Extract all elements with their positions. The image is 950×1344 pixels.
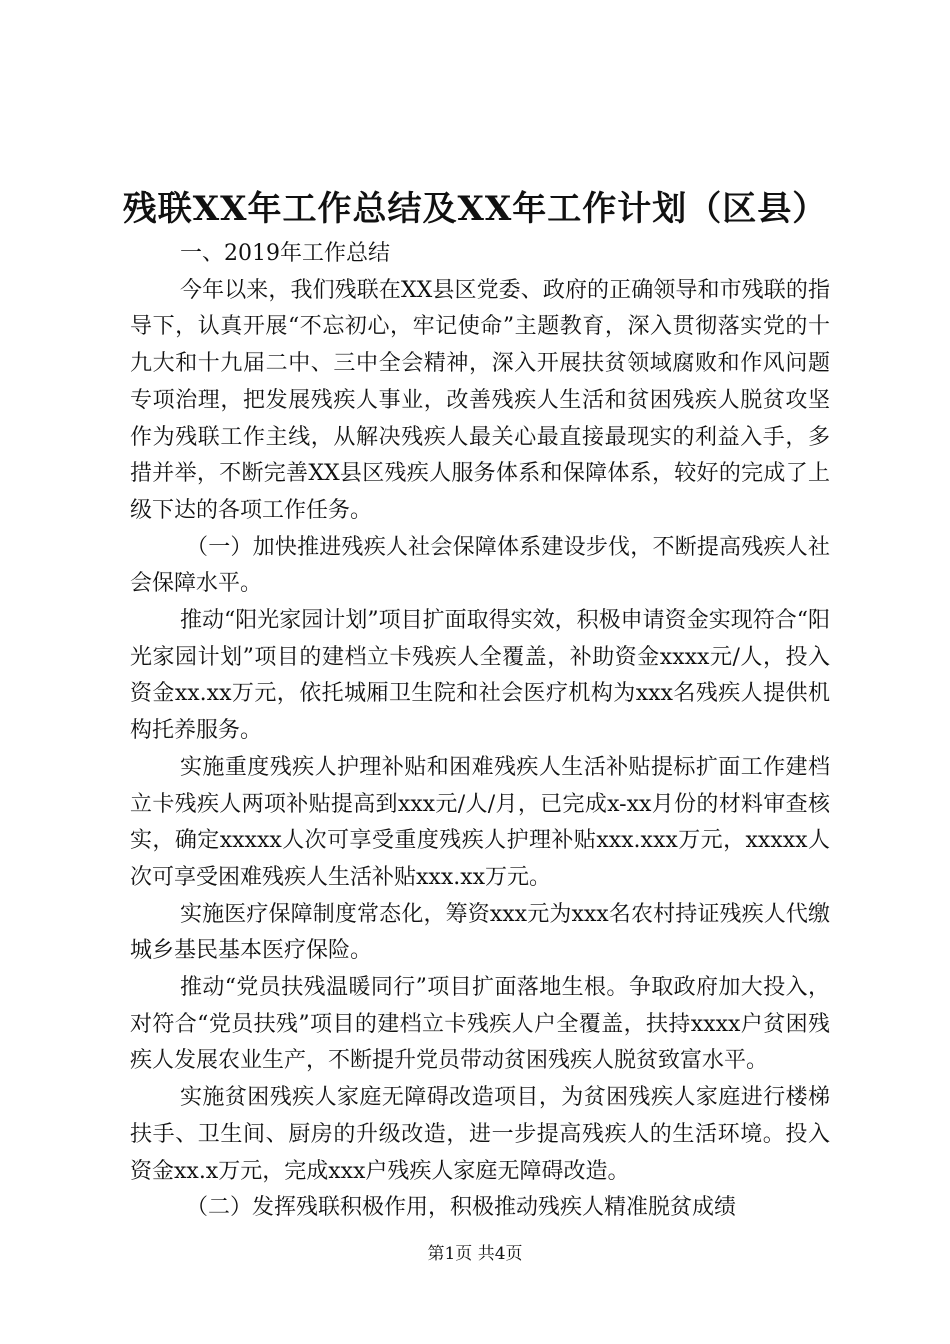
paragraph: 实施重度残疾人护理补贴和困难残疾人生活补贴提标扩面工作建档立卡残疾人两项补贴提高到xxx元/人/月，已完成x-xx月份的材料审查核实，确定xxxxx人次可享受重度残疾人护理补贴xxx.xxx万元，xxxxx人次可享受困难残疾人生活补贴xxx.xx万元。	[130, 754, 830, 890]
subsection-heading: （二）发挥残联积极作用，积极推动残疾人精准脱贫成绩	[186, 1195, 737, 1221]
page-footer: 第1页 共4页	[427, 1244, 523, 1264]
document-body	[130, 236, 830, 1227]
paragraph: 推动“党员扶残温暖同行”项目扩面落地生根。争取政府加大投入，对符合“党员扶残”项目的建档立卡残疾人户全覆盖，扶持xxxx户贫困残疾人发展农业生产，不断提升党员带动贫困残疾人脱贫致富水平。	[130, 975, 830, 1074]
document-title: 残联XX年工作总结及XX年工作计划（区县）	[122, 189, 828, 229]
section-heading: 一、2019年工作总结	[180, 241, 390, 266]
paragraph: 今年以来，我们残联在XX县区党委、政府的正确领导和市残联的指导下，认真开展“不忘初心，牢记使命”主题教育，深入贯彻落实党的十九大和十九届二中、三中全会精神，深入开展扶贫领域腐败和作风问题专项治理，把发展残疾人事业，改善残疾人生活和贫困残疾人脱贫攻坚作为残联工作主线，从解决残疾人最关心最直接最现实的利益入手，多措并举，不断完善XX县区残疾人服务体系和保障体系，较好的完成了上级下达的各项工作任务。	[130, 277, 830, 523]
paragraph: 实施医疗保障制度常态化，筹资xxx元为xxx名农村持证残疾人代缴城乡基民基本医疗保险。	[130, 901, 830, 964]
paragraph: 实施贫困残疾人家庭无障碍改造项目，为贫困残疾人家庭进行楼梯扶手、卫生间、厨房的升级改造，进一步提高残疾人的生活环境。投入资金xx.x万元，完成xxx户残疾人家庭无障碍改造。	[130, 1085, 830, 1184]
paragraph: 推动“阳光家园计划”项目扩面取得实效，积极申请资金实现符合“阳光家园计划”项目的建档立卡残疾人全覆盖，补助资金xxxx元/人，投入资金xx.xx万元，依托城厢卫生院和社会医疗机构为xxx名残疾人提供机构托养服务。	[130, 608, 830, 744]
subsection-heading: （一）加快推进残疾人社会保障体系建设步伐，不断提高残疾人社会保障水平。	[130, 534, 830, 597]
